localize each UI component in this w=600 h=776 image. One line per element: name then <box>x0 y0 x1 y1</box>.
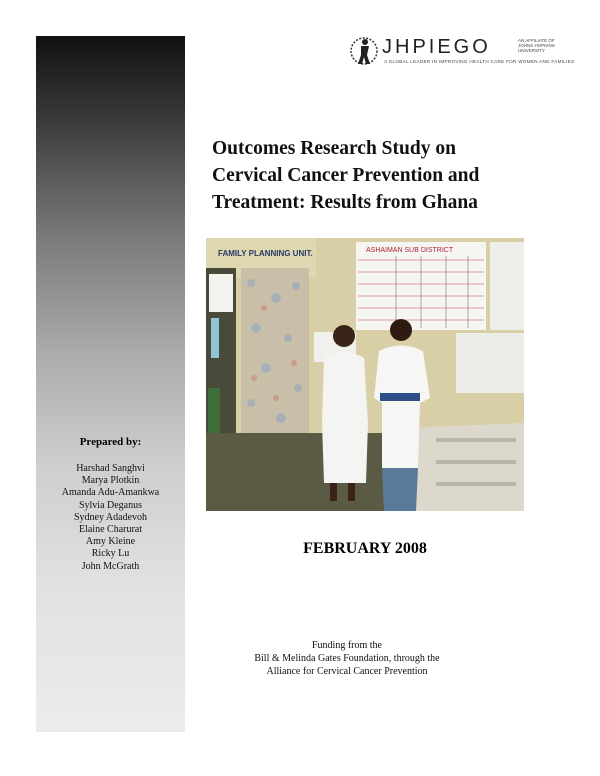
author-name: Amy Kleine <box>85 536 136 548</box>
author-name: Marya Plotkin <box>81 475 140 487</box>
funding-statement <box>206 639 488 678</box>
author-list <box>36 463 185 573</box>
title-line: Cervical Cancer Prevention and <box>212 165 480 186</box>
cover-photo <box>206 238 524 511</box>
author-name: Harshad Sanghvi <box>76 463 145 474</box>
logo-wordmark: JHPIEGO <box>382 36 491 58</box>
funding-line: Funding from the <box>312 640 382 651</box>
funding-line: Bill & Melinda Gates Foundation, through the <box>254 653 440 664</box>
publication-date: FEBRUARY 2008 <box>303 540 427 557</box>
title-line: Outcomes Research Study on <box>212 138 456 159</box>
logo-tagline: A GLOBAL LEADER IN IMPROVING HEALTH CARE FOR WOMEN AND FAMILIES <box>384 59 575 64</box>
jhpiego-logo <box>350 36 575 68</box>
district-sign: ASHAIMAN SUB DISTRICT <box>366 247 454 254</box>
sidebar-gradient-panel <box>36 36 185 732</box>
figure-icon <box>350 36 378 66</box>
title-line: Treatment: Results from Ghana <box>212 192 478 213</box>
author-name: Sylvia Deganus <box>78 499 143 511</box>
logo-affiliation: AN AFFILIATE OF JOHNS HOPKINS UNIVERSITY <box>518 38 555 53</box>
author-name: Ricky Lu <box>91 548 130 560</box>
document-title <box>212 135 552 216</box>
funding-line: Alliance for Cervical Cancer Prevention <box>266 666 428 677</box>
author-name: Amanda Adu-Amankwa <box>61 487 160 499</box>
author-name: Elaine Charurat <box>78 524 143 536</box>
family-planning-sign: FAMILY PLANNING UNIT. <box>218 249 313 258</box>
author-name: John McGrath <box>81 560 140 572</box>
prepared-by-heading: Prepared by: <box>79 436 142 448</box>
author-name: Sydney Adadevoh <box>73 511 148 523</box>
